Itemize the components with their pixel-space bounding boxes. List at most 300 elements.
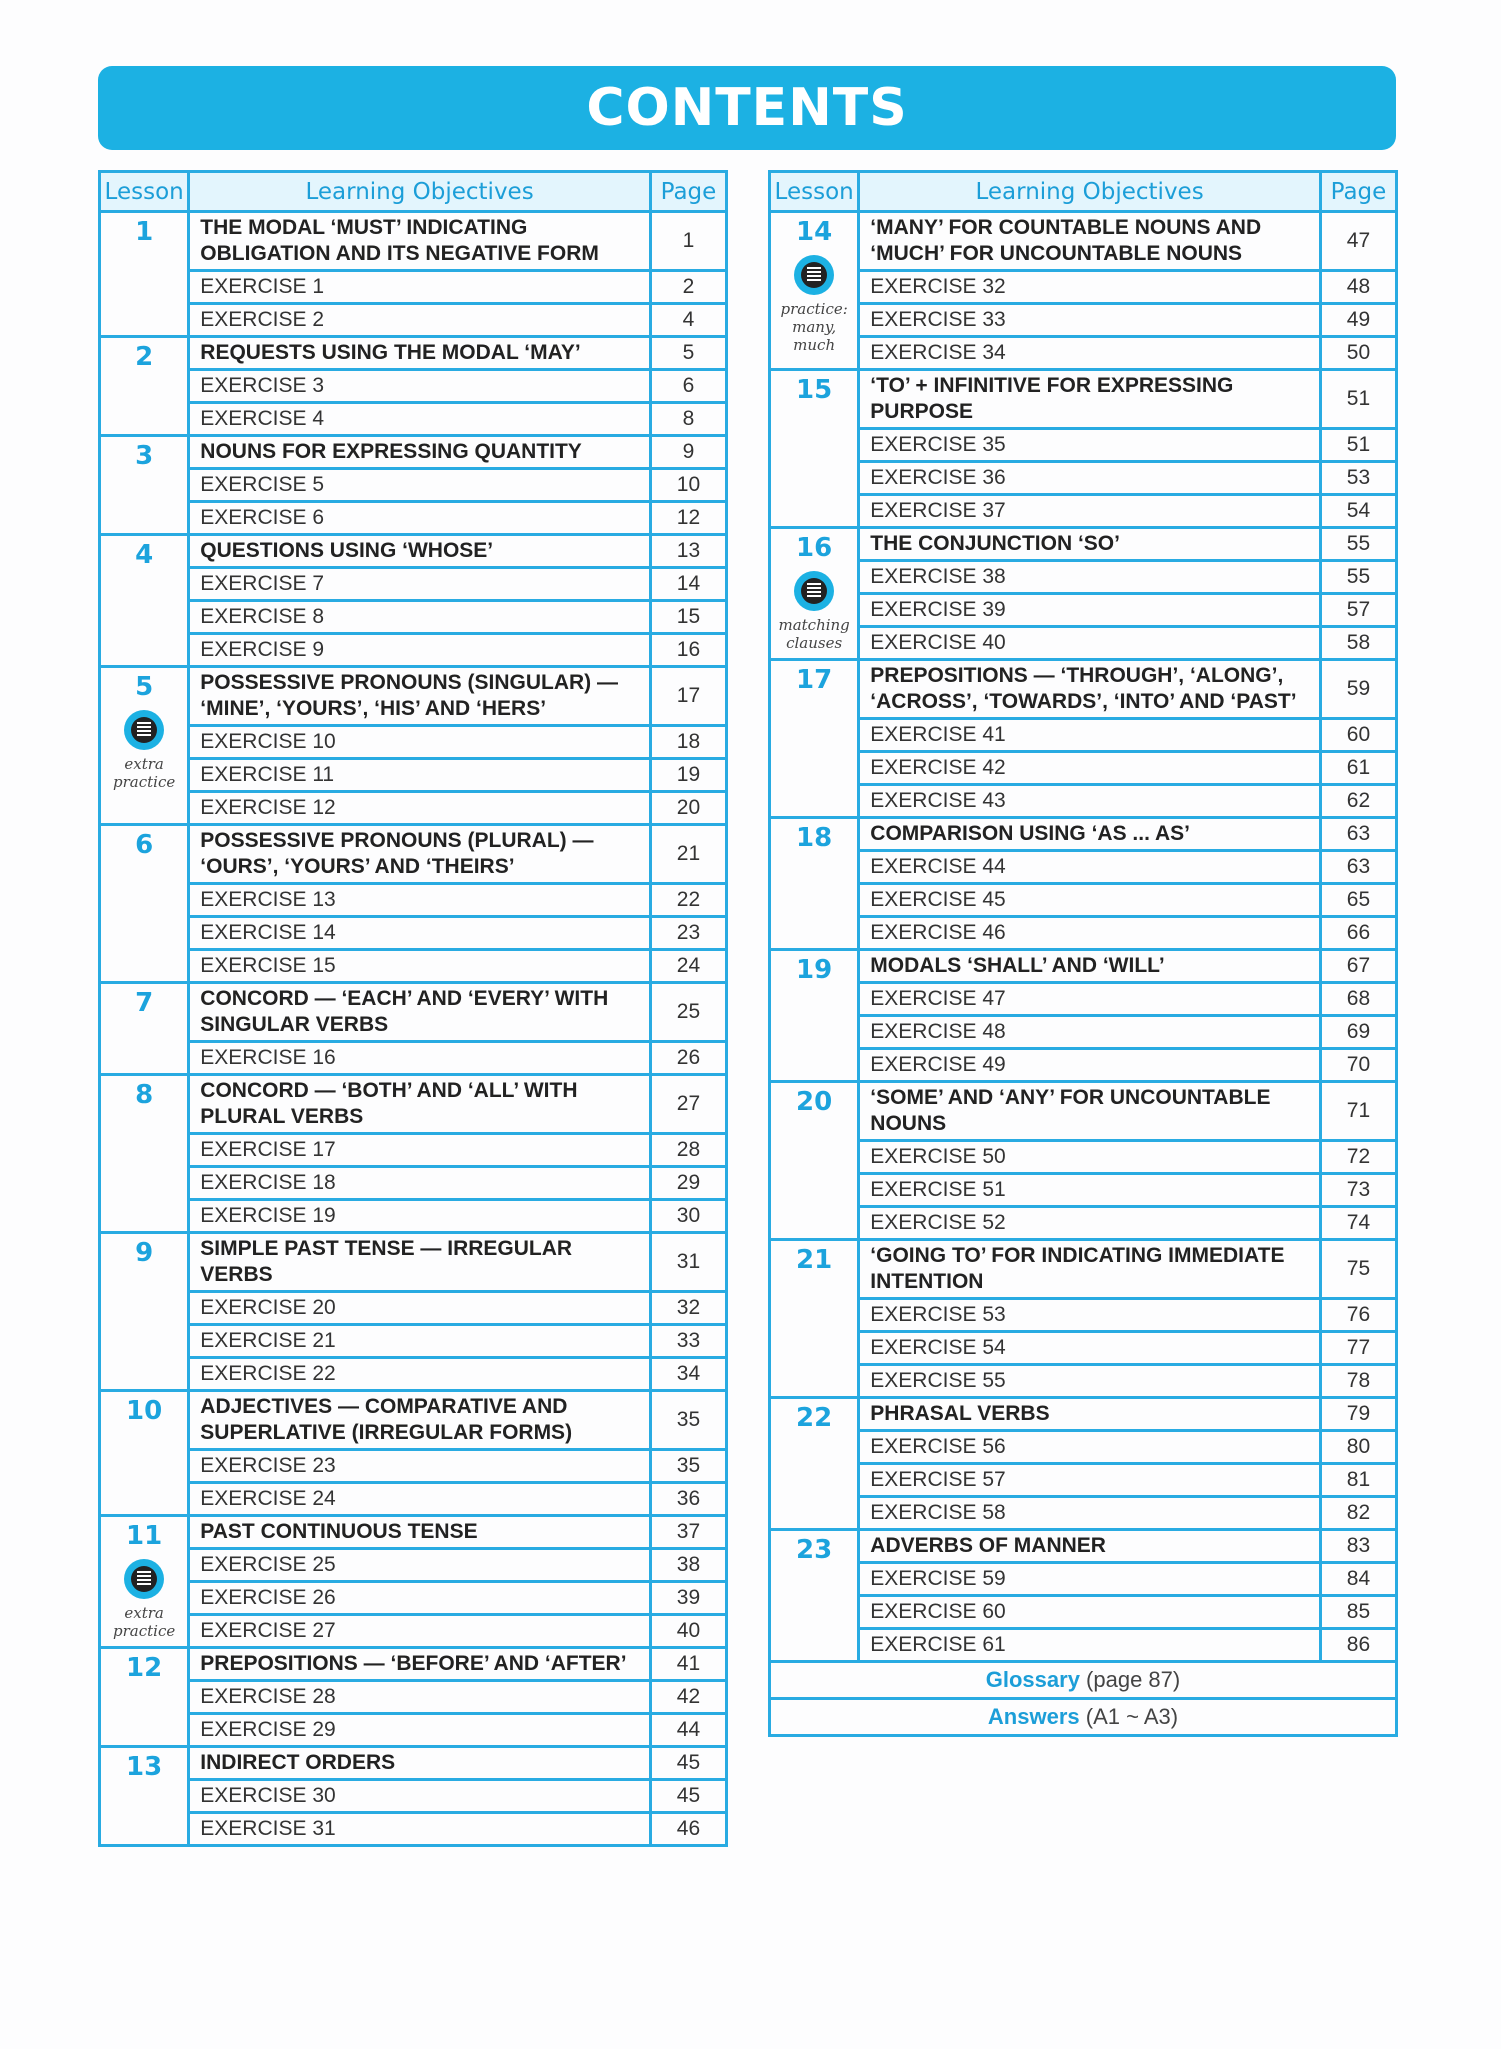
lesson-title-row[interactable] (770, 1082, 1397, 1141)
exercise-label[interactable]: EXERCISE 38 (859, 561, 1321, 594)
answers-link[interactable]: Answers (987, 1704, 1080, 1729)
page-number[interactable]: 19 (650, 759, 726, 792)
practice-badge (101, 1559, 187, 1640)
lesson-title-row[interactable] (770, 1530, 1397, 1563)
exercise-label[interactable]: EXERCISE 46 (859, 917, 1321, 950)
page-number[interactable]: 67 (1320, 950, 1396, 983)
page-number[interactable]: 51 (1320, 370, 1396, 429)
lesson-objective[interactable]: PAST CONTINUOUS TENSE (189, 1516, 651, 1549)
exercise-row[interactable] (770, 983, 1397, 1016)
page-number[interactable]: 71 (1320, 1082, 1396, 1141)
exercise-row[interactable] (770, 1332, 1397, 1365)
lesson-objective[interactable]: CONCORD — ‘EACH’ AND ‘EVERY’ WITH SINGULAR VERBS (189, 983, 651, 1042)
contents-banner (98, 66, 1396, 150)
page-number[interactable]: 78 (1320, 1365, 1396, 1398)
page-number[interactable]: 22 (650, 884, 726, 917)
page-number[interactable]: 31 (650, 1233, 726, 1292)
lesson-number-cell (770, 212, 859, 370)
exercise-row[interactable] (770, 495, 1397, 528)
exercise-row[interactable] (100, 469, 727, 502)
exercise-row[interactable] (100, 792, 727, 825)
page-number[interactable]: 79 (1320, 1398, 1396, 1431)
lesson-number: 17 (796, 665, 833, 695)
exercise-row[interactable] (100, 950, 727, 983)
exercise-label[interactable]: EXERCISE 51 (859, 1174, 1321, 1207)
lesson-number-cell (770, 370, 859, 528)
exercise-row[interactable] (770, 1174, 1397, 1207)
page-number[interactable]: 80 (1320, 1431, 1396, 1464)
exercise-row[interactable] (100, 304, 727, 337)
lesson-objective[interactable]: REQUESTS USING THE MODAL ‘MAY’ (189, 337, 651, 370)
lesson-objective[interactable]: NOUNS FOR EXPRESSING QUANTITY (189, 436, 651, 469)
lesson-objective[interactable]: PREPOSITIONS — ‘THROUGH’, ‘ALONG’, ‘ACROSS’, ‘TOWARDS’, ‘INTO’ AND ‘PAST’ (859, 660, 1321, 719)
exercise-label[interactable]: EXERCISE 18 (189, 1167, 651, 1200)
exercise-row[interactable] (770, 429, 1397, 462)
lesson-number: 19 (796, 955, 833, 985)
exercise-row[interactable] (100, 1813, 727, 1846)
page-number[interactable]: 20 (650, 792, 726, 825)
lesson-objective[interactable]: ‘TO’ + INFINITIVE FOR EXPRESSING PURPOSE (859, 370, 1321, 429)
page-number[interactable]: 5 (650, 337, 726, 370)
lesson-title-row[interactable] (770, 660, 1397, 719)
exercise-row[interactable] (770, 1299, 1397, 1332)
lesson-objective[interactable]: QUESTIONS USING ‘WHOSE’ (189, 535, 651, 568)
exercise-row[interactable] (770, 1049, 1397, 1082)
exercise-label[interactable]: EXERCISE 39 (859, 594, 1321, 627)
page-number[interactable]: 33 (650, 1325, 726, 1358)
exercise-label[interactable]: EXERCISE 37 (859, 495, 1321, 528)
page-number[interactable]: 84 (1320, 1563, 1396, 1596)
answers-entry[interactable] (770, 1699, 1397, 1736)
exercise-label[interactable]: EXERCISE 54 (859, 1332, 1321, 1365)
exercise-label[interactable]: EXERCISE 20 (189, 1292, 651, 1325)
exercise-label[interactable]: EXERCISE 1 (189, 271, 651, 304)
page-number[interactable]: 24 (650, 950, 726, 983)
exercise-label[interactable]: EXERCISE 9 (189, 634, 651, 667)
exercise-label[interactable]: EXERCISE 52 (859, 1207, 1321, 1240)
exercise-row[interactable] (100, 370, 727, 403)
exercise-label[interactable]: EXERCISE 29 (189, 1714, 651, 1747)
lesson-title-row[interactable] (100, 436, 727, 469)
exercise-row[interactable] (100, 1042, 727, 1075)
exercise-row[interactable] (770, 884, 1397, 917)
lesson-number: 11 (126, 1521, 163, 1551)
exercise-label[interactable]: EXERCISE 56 (859, 1431, 1321, 1464)
lesson-title-row[interactable] (100, 1075, 727, 1134)
lesson-number: 7 (135, 988, 154, 1018)
page-number[interactable]: 72 (1320, 1141, 1396, 1174)
exercise-label[interactable]: EXERCISE 14 (189, 917, 651, 950)
lesson-objective[interactable]: COMPARISON USING ‘AS ... AS’ (859, 818, 1321, 851)
page-number[interactable]: 63 (1320, 818, 1396, 851)
page-number[interactable]: 46 (650, 1813, 726, 1846)
lesson-objective[interactable]: ‘GOING TO’ FOR INDICATING IMMEDIATE INTENTION (859, 1240, 1321, 1299)
page-number[interactable]: 8 (650, 403, 726, 436)
page-number[interactable]: 73 (1320, 1174, 1396, 1207)
lesson-number: 12 (126, 1653, 163, 1683)
exercise-label[interactable]: EXERCISE 23 (189, 1450, 651, 1483)
page-number[interactable]: 17 (650, 667, 726, 726)
exercise-row[interactable] (770, 627, 1397, 660)
practice-badge-label: matching clauses (778, 616, 850, 652)
lesson-title-row[interactable] (100, 1648, 727, 1681)
exercise-label[interactable]: EXERCISE 61 (859, 1629, 1321, 1662)
lesson-objective[interactable]: CONCORD — ‘BOTH’ AND ‘ALL’ WITH PLURAL VERBS (189, 1075, 651, 1134)
exercise-row[interactable] (100, 1200, 727, 1233)
page-number[interactable]: 50 (1320, 337, 1396, 370)
exercise-row[interactable] (770, 1365, 1397, 1398)
lesson-number: 22 (796, 1403, 833, 1433)
page-number[interactable]: 45 (650, 1747, 726, 1780)
page-number[interactable]: 54 (1320, 495, 1396, 528)
page-number[interactable]: 65 (1320, 884, 1396, 917)
header-objectives: Learning Objectives (189, 172, 651, 212)
page-number[interactable]: 55 (1320, 561, 1396, 594)
exercise-row[interactable] (100, 403, 727, 436)
exercise-label[interactable]: EXERCISE 27 (189, 1615, 651, 1648)
page-title: CONTENTS (586, 78, 908, 138)
page-number[interactable]: 83 (1320, 1530, 1396, 1563)
exercise-row[interactable] (100, 884, 727, 917)
lesson-number-cell (770, 660, 859, 818)
lesson-number: 6 (135, 830, 154, 860)
lesson-title-row[interactable] (770, 212, 1397, 271)
lesson-number-cell (770, 1240, 859, 1398)
exercise-label[interactable]: EXERCISE 40 (859, 627, 1321, 660)
exercise-row[interactable] (770, 271, 1397, 304)
lesson-number-cell (100, 1747, 189, 1846)
lesson-title-row[interactable] (770, 1398, 1397, 1431)
lesson-title-row[interactable] (770, 950, 1397, 983)
page-number[interactable]: 39 (650, 1582, 726, 1615)
page-number[interactable]: 10 (650, 469, 726, 502)
lesson-objective[interactable]: POSSESSIVE PRONOUNS (SINGULAR) — ‘MINE’, ‘YOURS’, ‘HIS’ AND ‘HERS’ (189, 667, 651, 726)
lesson-objective[interactable]: INDIRECT ORDERS (189, 1747, 651, 1780)
exercise-label[interactable]: EXERCISE 7 (189, 568, 651, 601)
exercise-row[interactable] (770, 1596, 1397, 1629)
exercise-row[interactable] (100, 1134, 727, 1167)
lesson-title-row[interactable] (100, 825, 727, 884)
lesson-title-row[interactable] (100, 337, 727, 370)
page-number[interactable]: 60 (1320, 719, 1396, 752)
exercise-row[interactable] (100, 601, 727, 634)
page-number[interactable]: 44 (650, 1714, 726, 1747)
lesson-title-row[interactable] (100, 1233, 727, 1292)
page-number[interactable]: 66 (1320, 917, 1396, 950)
lesson-number: 13 (126, 1752, 163, 1782)
exercise-row[interactable] (770, 1629, 1397, 1662)
exercise-label[interactable]: EXERCISE 57 (859, 1464, 1321, 1497)
exercise-row[interactable] (100, 634, 727, 667)
exercise-row[interactable] (770, 1207, 1397, 1240)
page-number[interactable]: 82 (1320, 1497, 1396, 1530)
exercise-label[interactable]: EXERCISE 15 (189, 950, 651, 983)
exercise-row[interactable] (770, 851, 1397, 884)
page-number[interactable]: 28 (650, 1134, 726, 1167)
lesson-objective[interactable]: THE MODAL ‘MUST’ INDICATING OBLIGATION AND ITS NEGATIVE FORM (189, 212, 651, 271)
page-number[interactable]: 15 (650, 601, 726, 634)
lesson-number: 9 (135, 1238, 154, 1268)
lesson-title-row[interactable] (770, 370, 1397, 429)
page-number[interactable]: 55 (1320, 528, 1396, 561)
exercise-row[interactable] (100, 502, 727, 535)
exercise-label[interactable]: EXERCISE 4 (189, 403, 651, 436)
exercise-row[interactable] (100, 759, 727, 792)
exercise-row[interactable] (770, 1016, 1397, 1049)
exercise-label[interactable]: EXERCISE 59 (859, 1563, 1321, 1596)
page-number[interactable]: 26 (650, 1042, 726, 1075)
lesson-number: 18 (796, 823, 833, 853)
lesson-number: 1 (135, 217, 154, 247)
lesson-number-cell (770, 950, 859, 1082)
page-number[interactable]: 37 (650, 1516, 726, 1549)
exercise-row[interactable] (100, 568, 727, 601)
lesson-number-cell (100, 983, 189, 1075)
exercise-row[interactable] (770, 304, 1397, 337)
exercise-row[interactable] (100, 1780, 727, 1813)
exercise-label[interactable]: EXERCISE 47 (859, 983, 1321, 1016)
exercise-label[interactable]: EXERCISE 43 (859, 785, 1321, 818)
exercise-row[interactable] (100, 1358, 727, 1391)
page-number[interactable]: 14 (650, 568, 726, 601)
glossary-link[interactable]: Glossary (985, 1667, 1080, 1692)
lesson-objective[interactable]: ‘MANY’ FOR COUNTABLE NOUNS AND ‘MUCH’ FOR UNCOUNTABLE NOUNS (859, 212, 1321, 271)
exercise-row[interactable] (770, 1497, 1397, 1530)
exercise-label[interactable]: EXERCISE 2 (189, 304, 651, 337)
page-number[interactable]: 38 (650, 1549, 726, 1582)
lesson-title-row[interactable] (770, 528, 1397, 561)
lesson-number-cell (100, 436, 189, 535)
exercise-row[interactable] (770, 337, 1397, 370)
lesson-title-row[interactable] (100, 1391, 727, 1450)
exercise-row[interactable] (770, 917, 1397, 950)
glossary-entry[interactable] (770, 1662, 1397, 1699)
exercise-row[interactable] (770, 462, 1397, 495)
lesson-objective[interactable]: PREPOSITIONS — ‘BEFORE’ AND ‘AFTER’ (189, 1648, 651, 1681)
lesson-number-cell (770, 1082, 859, 1240)
lesson-title-row[interactable] (100, 983, 727, 1042)
lesson-number: 5 (135, 672, 154, 702)
exercise-label[interactable]: EXERCISE 30 (189, 1780, 651, 1813)
exercise-label[interactable]: EXERCISE 21 (189, 1325, 651, 1358)
lesson-objective[interactable]: ADVERBS OF MANNER (859, 1530, 1321, 1563)
exercise-label[interactable]: EXERCISE 17 (189, 1134, 651, 1167)
exercise-row[interactable] (770, 719, 1397, 752)
page-number[interactable]: 32 (650, 1292, 726, 1325)
lesson-number-cell (770, 528, 859, 660)
exercise-row[interactable] (770, 1464, 1397, 1497)
page-number[interactable]: 40 (650, 1615, 726, 1648)
header-objectives: Learning Objectives (859, 172, 1321, 212)
exercise-label[interactable]: EXERCISE 32 (859, 271, 1321, 304)
exercise-label[interactable]: EXERCISE 19 (189, 1200, 651, 1233)
page-number[interactable]: 85 (1320, 1596, 1396, 1629)
header-lesson: Lesson (100, 172, 189, 212)
page-number[interactable]: 70 (1320, 1049, 1396, 1082)
practice-badge-label: extra practice (113, 755, 176, 791)
exercise-label[interactable]: EXERCISE 33 (859, 304, 1321, 337)
practice-badge (771, 255, 857, 354)
exercise-label[interactable]: EXERCISE 44 (859, 851, 1321, 884)
exercise-row[interactable] (100, 1483, 727, 1516)
lesson-number-cell (100, 1391, 189, 1516)
page-number[interactable]: 58 (1320, 627, 1396, 660)
lesson-title-row[interactable] (100, 212, 727, 271)
exercise-label[interactable]: EXERCISE 3 (189, 370, 651, 403)
page-number[interactable]: 23 (650, 917, 726, 950)
exercise-row[interactable] (100, 1615, 727, 1648)
practice-badge-label: extra practice (113, 1604, 176, 1640)
exercise-label[interactable]: EXERCISE 8 (189, 601, 651, 634)
lesson-title-row[interactable] (100, 1747, 727, 1780)
page-number[interactable]: 35 (650, 1450, 726, 1483)
exercise-label[interactable]: EXERCISE 31 (189, 1813, 651, 1846)
page-number[interactable]: 57 (1320, 594, 1396, 627)
exercise-label[interactable]: EXERCISE 22 (189, 1358, 651, 1391)
exercise-row[interactable] (770, 594, 1397, 627)
page-number[interactable]: 36 (650, 1483, 726, 1516)
page-number[interactable]: 13 (650, 535, 726, 568)
header-lesson: Lesson (770, 172, 859, 212)
lesson-objective[interactable]: THE CONJUNCTION ‘SO’ (859, 528, 1321, 561)
exercise-row[interactable] (100, 1292, 727, 1325)
exercise-row[interactable] (770, 1563, 1397, 1596)
lesson-title-row[interactable] (770, 818, 1397, 851)
exercise-label[interactable]: EXERCISE 58 (859, 1497, 1321, 1530)
exercise-row[interactable] (770, 785, 1397, 818)
exercise-label[interactable]: EXERCISE 28 (189, 1681, 651, 1714)
exercise-row[interactable] (100, 1582, 727, 1615)
page-number[interactable]: 62 (1320, 785, 1396, 818)
exercise-label[interactable]: EXERCISE 45 (859, 884, 1321, 917)
exercise-row[interactable] (770, 752, 1397, 785)
page-number[interactable]: 69 (1320, 1016, 1396, 1049)
lesson-objective[interactable]: POSSESSIVE PRONOUNS (PLURAL) — ‘OURS’, ‘YOURS’ AND ‘THEIRS’ (189, 825, 651, 884)
page-number[interactable]: 53 (1320, 462, 1396, 495)
page-number[interactable]: 51 (1320, 429, 1396, 462)
page-number[interactable]: 77 (1320, 1332, 1396, 1365)
exercise-row[interactable] (100, 726, 727, 759)
lesson-number-cell (100, 825, 189, 983)
exercise-label[interactable]: EXERCISE 60 (859, 1596, 1321, 1629)
page-number[interactable]: 25 (650, 983, 726, 1042)
lesson-number-cell (100, 212, 189, 337)
exercise-label[interactable]: EXERCISE 49 (859, 1049, 1321, 1082)
page-number[interactable]: 76 (1320, 1299, 1396, 1332)
page-number[interactable]: 35 (650, 1391, 726, 1450)
practice-disc-icon (794, 255, 834, 295)
exercise-label[interactable]: EXERCISE 42 (859, 752, 1321, 785)
page-number[interactable]: 30 (650, 1200, 726, 1233)
page-number[interactable]: 74 (1320, 1207, 1396, 1240)
page-number[interactable]: 21 (650, 825, 726, 884)
exercise-label[interactable]: EXERCISE 16 (189, 1042, 651, 1075)
page-number[interactable]: 29 (650, 1167, 726, 1200)
page-number[interactable]: 49 (1320, 304, 1396, 337)
exercise-label[interactable]: EXERCISE 6 (189, 502, 651, 535)
lesson-title-row[interactable] (770, 1240, 1397, 1299)
exercise-row[interactable] (770, 1431, 1397, 1464)
exercise-label[interactable]: EXERCISE 26 (189, 1582, 651, 1615)
exercise-label[interactable]: EXERCISE 10 (189, 726, 651, 759)
lesson-objective[interactable]: ‘SOME’ AND ‘ANY’ FOR UNCOUNTABLE NOUNS (859, 1082, 1321, 1141)
exercise-row[interactable] (100, 1549, 727, 1582)
page-number[interactable]: 75 (1320, 1240, 1396, 1299)
exercise-label[interactable]: EXERCISE 11 (189, 759, 651, 792)
exercise-label[interactable]: EXERCISE 36 (859, 462, 1321, 495)
lesson-objective[interactable]: MODALS ‘SHALL’ AND ‘WILL’ (859, 950, 1321, 983)
exercise-row[interactable] (100, 1681, 727, 1714)
exercise-label[interactable]: EXERCISE 53 (859, 1299, 1321, 1332)
page-number[interactable]: 34 (650, 1358, 726, 1391)
page-number[interactable]: 6 (650, 370, 726, 403)
page-number[interactable]: 1 (650, 212, 726, 271)
page-number[interactable]: 63 (1320, 851, 1396, 884)
practice-badge (101, 710, 187, 791)
page-number[interactable]: 47 (1320, 212, 1396, 271)
footer-detail: (A1 ~ A3) (1079, 1704, 1179, 1729)
lesson-number-cell (100, 667, 189, 825)
exercise-row[interactable] (100, 1167, 727, 1200)
lesson-title-row[interactable] (100, 667, 727, 726)
header-page: Page (650, 172, 726, 212)
page-number[interactable]: 42 (650, 1681, 726, 1714)
page-number[interactable]: 41 (650, 1648, 726, 1681)
page-number[interactable]: 59 (1320, 660, 1396, 719)
exercise-label[interactable]: EXERCISE 13 (189, 884, 651, 917)
exercise-label[interactable]: EXERCISE 24 (189, 1483, 651, 1516)
page-number[interactable]: 16 (650, 634, 726, 667)
lesson-title-row[interactable] (100, 535, 727, 568)
practice-badge (771, 571, 857, 652)
lesson-objective[interactable]: SIMPLE PAST TENSE — IRREGULAR VERBS (189, 1233, 651, 1292)
page-number[interactable]: 61 (1320, 752, 1396, 785)
page-number[interactable]: 86 (1320, 1629, 1396, 1662)
page-number[interactable]: 2 (650, 271, 726, 304)
page-number[interactable]: 68 (1320, 983, 1396, 1016)
lesson-objective[interactable]: ADJECTIVES — COMPARATIVE AND SUPERLATIVE (IRREGULAR FORMS) (189, 1391, 651, 1450)
exercise-label[interactable]: EXERCISE 25 (189, 1549, 651, 1582)
page-number[interactable]: 48 (1320, 271, 1396, 304)
exercise-label[interactable]: EXERCISE 50 (859, 1141, 1321, 1174)
page-number[interactable]: 4 (650, 304, 726, 337)
footer-row[interactable] (770, 1662, 1397, 1699)
exercise-row[interactable] (770, 1141, 1397, 1174)
exercise-label[interactable]: EXERCISE 34 (859, 337, 1321, 370)
exercise-row[interactable] (100, 271, 727, 304)
page-number[interactable]: 45 (650, 1780, 726, 1813)
exercise-row[interactable] (770, 561, 1397, 594)
page-number[interactable]: 12 (650, 502, 726, 535)
exercise-row[interactable] (100, 917, 727, 950)
exercise-label[interactable]: EXERCISE 35 (859, 429, 1321, 462)
page-number[interactable]: 81 (1320, 1464, 1396, 1497)
lesson-objective[interactable]: PHRASAL VERBS (859, 1398, 1321, 1431)
exercise-row[interactable] (100, 1325, 727, 1358)
exercise-row[interactable] (100, 1450, 727, 1483)
lesson-title-row[interactable] (100, 1516, 727, 1549)
footer-row[interactable] (770, 1699, 1397, 1736)
page-number[interactable]: 9 (650, 436, 726, 469)
exercise-row[interactable] (100, 1714, 727, 1747)
exercise-label[interactable]: EXERCISE 12 (189, 792, 651, 825)
exercise-label[interactable]: EXERCISE 41 (859, 719, 1321, 752)
exercise-label[interactable]: EXERCISE 55 (859, 1365, 1321, 1398)
exercise-label[interactable]: EXERCISE 5 (189, 469, 651, 502)
page-number[interactable]: 27 (650, 1075, 726, 1134)
exercise-label[interactable]: EXERCISE 48 (859, 1016, 1321, 1049)
page-number[interactable]: 18 (650, 726, 726, 759)
